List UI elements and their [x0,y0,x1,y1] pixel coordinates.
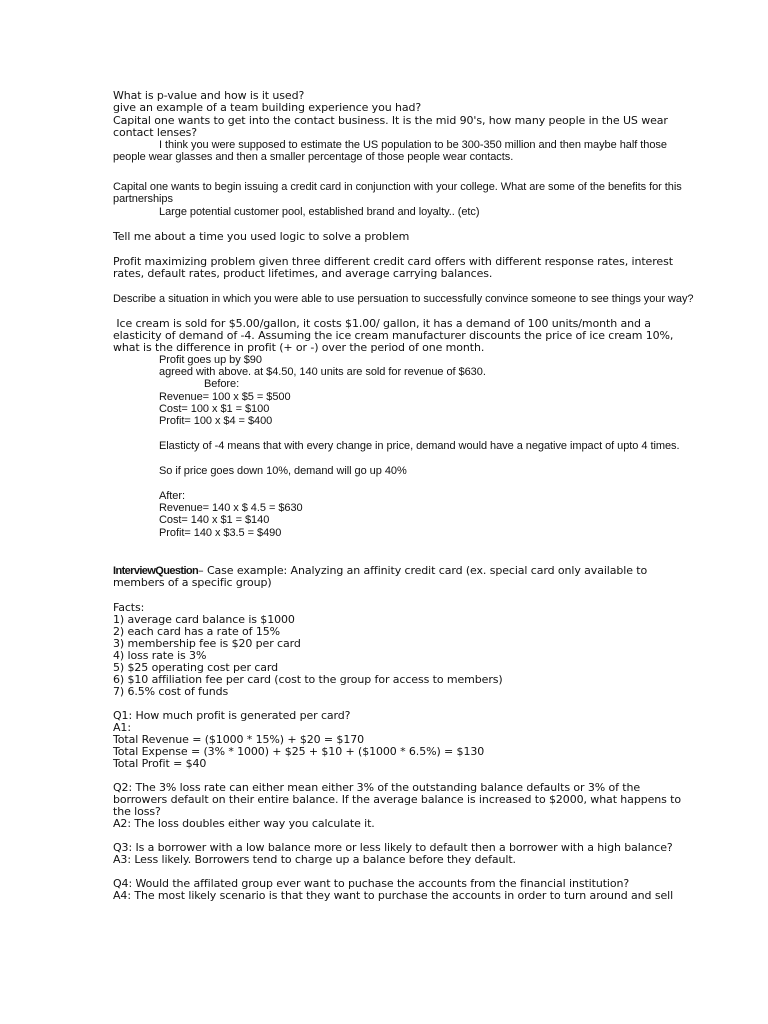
question-contact-lenses-line-2: contact lenses? [113,126,198,139]
a1-total-profit: Total Profit = $40 [113,757,207,770]
elasticity-note: Elasticty of -4 means that with every change in price, demand would have a negative impact of upto 4 times. [159,440,680,452]
before-cost: Cost= 100 x $1 = $100 [159,403,270,415]
fact-4: 4) loss rate is 3% [113,649,207,662]
q1: Q1: How much profit is generated per card? [113,709,351,722]
after-cost: Cost= 140 x $1 = $140 [159,514,270,526]
case-description: – Case example: Analyzing an affinity credit card (ex. special card only available to [198,564,648,577]
answer-contact-lenses-line-1: I think you were supposed to estimate the US population to be 300-350 million and then maybe half those [159,139,667,151]
question-ice-cream-line-3: what is the difference in profit (+ or -) over the period of one month. [113,341,485,354]
q2-line-3: the loss? [113,805,161,818]
a1-total-expense: Total Expense = (3% * 1000) + $25 + $10 + ($1000 * 6.5%) = $130 [113,745,485,758]
before-revenue: Revenue= 100 x $5 = $500 [159,391,291,403]
case-heading-line-2: members of a specific group) [113,576,272,589]
question-contact-lenses-line-1: Capital one wants to get into the contact business. It is the mid 90's, how many people in the US wear [113,114,668,127]
a2: A2: The loss doubles either way you calculate it. [113,817,375,830]
question-college-card-line-1: Capital one wants to begin issuing a credit card in conjunction with your college. What are some of the benefits for this [113,181,682,193]
fact-1: 1) average card balance is $1000 [113,613,295,626]
a1-label: A1: [113,721,131,734]
fact-6: 6) $10 affiliation fee per card (cost to the group for access to members) [113,673,503,686]
before-profit: Profit= 100 x $4 = $400 [159,415,273,427]
q2-line-1: Q2: The 3% loss rate can either mean either 3% of the outstanding balance defaults or 3% of the [113,781,641,794]
question-team-building: give an example of a team building experience you had? [113,101,422,114]
label-before: Before: [204,378,240,390]
question-ice-cream-line-1: Ice cream is sold for $5.00/gallon, it costs $1.00/ gallon, it has a demand of 100 units/month and a [113,317,651,330]
question-p-value: What is p-value and how is it used? [113,89,305,102]
interview-question-label: InterviewQuestion [113,565,199,577]
question-profit-max-line-1: Profit maximizing problem given three different credit card offers with different response rates, interest [113,255,673,268]
answer-profit-up: Profit goes up by $90 [159,354,262,366]
q2-line-2: borrowers default on their entire balance. If the average balance is increased to $2000, what happens to [113,793,681,806]
question-persuasion: Describe a situation in which you were able to use persuation to successfully convince someone to see things your way? [113,293,694,305]
answer-contact-lenses-line-2: people wear glasses and then a smaller percentage of those people wear contacts. [113,151,514,163]
label-after: After: [159,490,185,502]
fact-7: 7) 6.5% cost of funds [113,685,229,698]
q4: Q4: Would the affilated group ever want to puchase the accounts from the financial institution? [113,877,630,890]
fact-2: 2) each card has a rate of 15% [113,625,280,638]
answer-college-card: Large potential customer pool, established brand and loyalty.. (etc) [159,206,480,218]
fact-5: 5) $25 operating cost per card [113,661,279,674]
question-college-card-line-2: partnerships [113,193,173,205]
price-demand-note: So if price goes down 10%, demand will go up 40% [159,465,407,477]
a4: A4: The most likely scenario is that they want to purchase the accounts in order to turn around and sell [113,889,674,902]
question-logic: Tell me about a time you used logic to solve a problem [113,230,410,243]
q3: Q3: Is a borrower with a low balance more or less likely to default then a borrower with a high balance? [113,841,673,854]
answer-agreed: agreed with above. at $4.50, 140 units are sold for revenue of $630. [159,366,486,378]
a3: A3: Less likely. Borrowers tend to charge up a balance before they default. [113,853,516,866]
question-ice-cream-line-2: elasticity of demand of -4. Assuming the ice cream manufacturer discounts the price of ice cream 10%, [113,329,674,342]
question-profit-max-line-2: rates, default rates, product lifetimes, and average carrying balances. [113,267,493,280]
facts-heading: Facts: [113,601,145,614]
after-profit: Profit= 140 x $3.5 = $490 [159,527,282,539]
a1-total-revenue: Total Revenue = ($1000 * 15%) + $20 = $170 [113,733,365,746]
fact-3: 3) membership fee is $20 per card [113,637,301,650]
after-revenue: Revenue= 140 x $ 4.5 = $630 [159,502,303,514]
